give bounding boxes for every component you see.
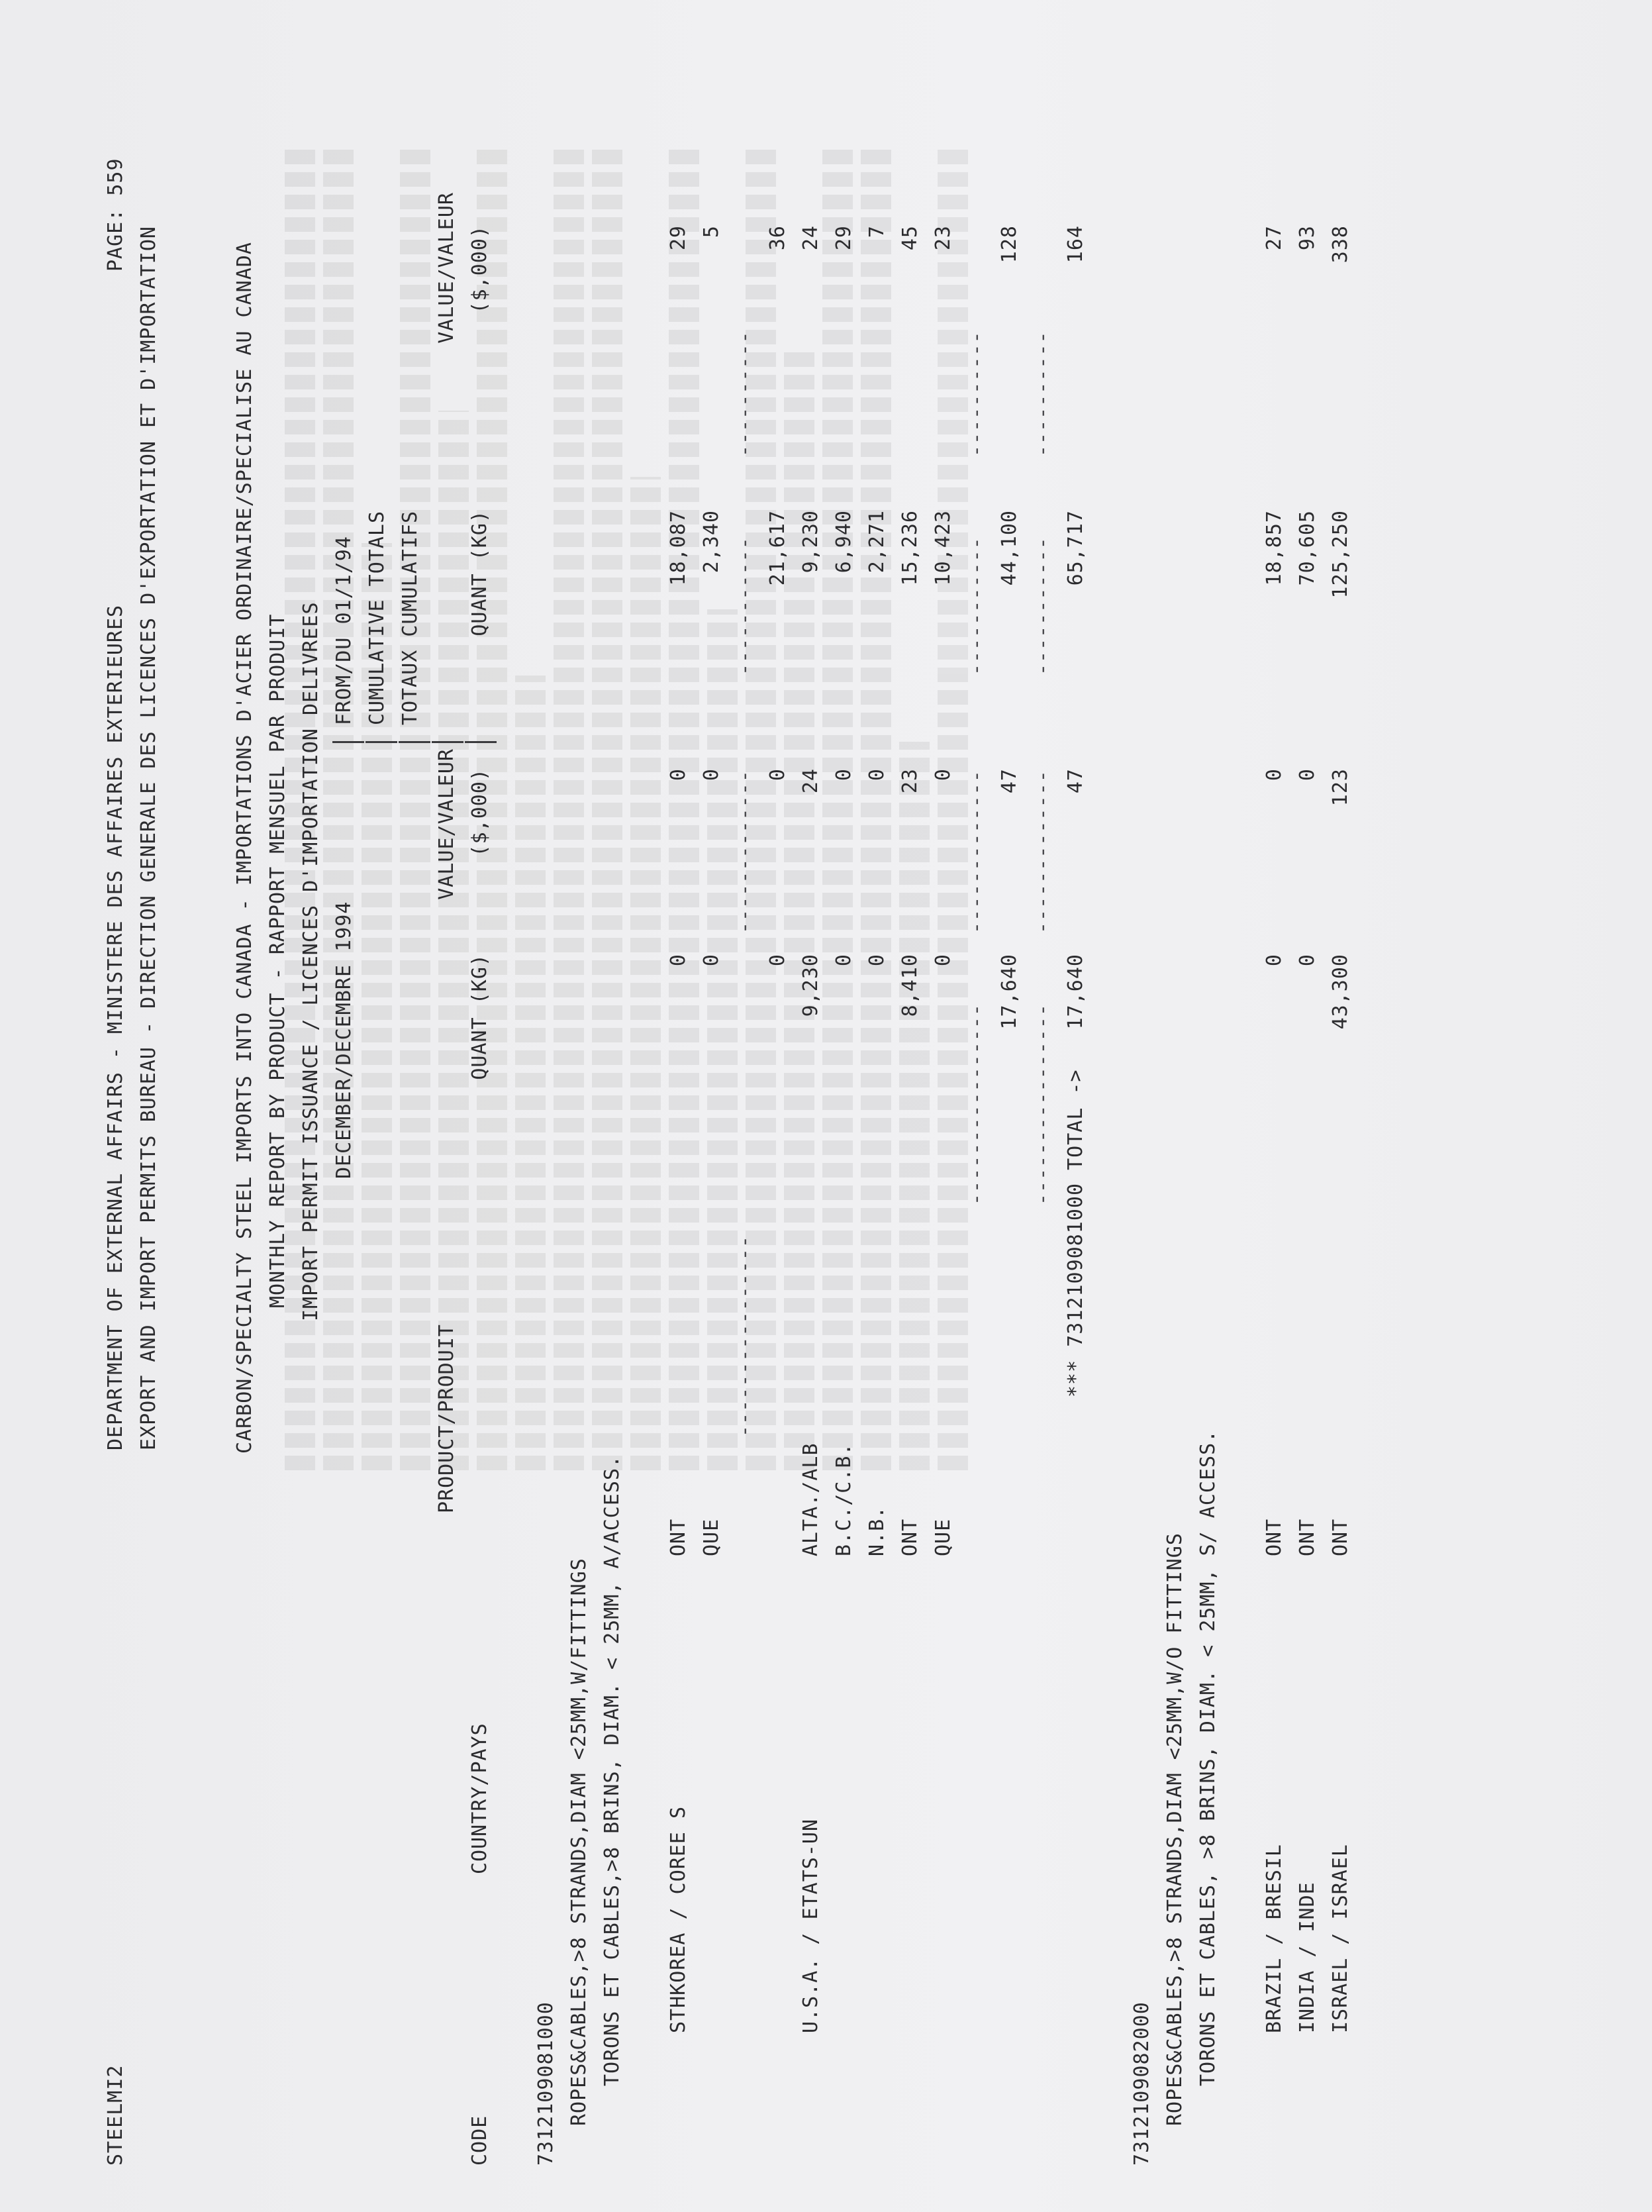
page-number: PAGE: 559 — [104, 158, 127, 272]
separator-bar — [399, 741, 430, 743]
total-cum-value: 164 — [1064, 225, 1087, 264]
subtotal-cum-value: 128 — [998, 225, 1021, 264]
separator-bar — [432, 741, 463, 743]
value-cell: 0 — [932, 768, 955, 781]
dash-separator: ---------- — [733, 330, 756, 457]
value-cell: 23 — [899, 768, 922, 794]
country-name: INDIA / INDE — [1296, 1882, 1319, 2033]
province: ONT — [1329, 1518, 1352, 1556]
cum-quant-cell: 18,857 — [1263, 510, 1286, 586]
subtotal-quant: 17,640 — [998, 954, 1021, 1030]
province: ONT — [667, 1518, 690, 1556]
report-title-2: MONTHLY REPORT BY PRODUCT - RAPPORT MENSUEL PAR PRODUIT — [266, 613, 289, 1308]
cum-value-cell: 5 — [700, 225, 723, 238]
rotated-report — [86, 139, 1410, 2166]
country-name: STHKOREA / COREE S — [667, 1805, 690, 2033]
dash-separator: ---------------- — [1031, 1003, 1054, 1205]
value-cell: 0 — [700, 768, 723, 781]
cum-quant-cell: 21,617 — [766, 510, 789, 586]
report-title-1: CARBON/SPECIALTY STEEL IMPORTS INTO CANADA - IMPORTATIONS D'ACIER ORDINAIRE/SPECIALISE AU CANADA — [233, 242, 256, 1454]
dash-separator: ------------- — [1031, 770, 1054, 934]
value-cell: 0 — [766, 768, 789, 781]
province: QUE — [932, 1518, 955, 1556]
dash-separator: ------------- — [733, 770, 756, 934]
dept-line-2: EXPORT AND IMPORT PERMITS BUREAU - DIRECTION GENERALE DES LICENCES D'EXPORTATION ET D'IMPORTATION — [137, 226, 160, 1450]
dash-separator: ---------------- — [733, 1235, 756, 1437]
cum-value-cell: 93 — [1296, 225, 1319, 251]
subtotal-value: 47 — [998, 768, 1021, 794]
cum-quant-cell: 125,250 — [1329, 510, 1352, 599]
col-value: VALUE/VALEUR — [435, 748, 458, 900]
dash-separator: ---------- — [965, 330, 988, 457]
section-desc-en: ROPES&CABLES,>8 STRANDS,DIAM <25MM,W/FITTINGS — [567, 1558, 591, 2126]
cumulative-totals: CUMULATIVE TOTALS — [365, 510, 389, 725]
quant-cell: 0 — [766, 954, 789, 967]
country-name: ISRAEL / ISRAEL — [1329, 1844, 1352, 2033]
cum-quant-cell: 2,340 — [700, 510, 723, 574]
province: ONT — [899, 1518, 922, 1556]
quant-cell: 8,410 — [899, 954, 922, 1017]
col-cum-quant: QUANT (KG) — [468, 510, 491, 636]
value-cell: 0 — [832, 768, 855, 781]
dash-separator: ----------- — [965, 536, 988, 676]
from-date: FROM/DU 01/1/94 — [332, 536, 356, 725]
cum-value-cell: 29 — [667, 225, 690, 251]
dash-separator: ---------------- — [965, 1003, 988, 1205]
total-label: *** 7312109081000 TOTAL -> — [1064, 1069, 1087, 1397]
cum-value-cell: 23 — [932, 225, 955, 251]
cum-value-cell: 29 — [832, 225, 855, 251]
value-cell: 123 — [1329, 768, 1352, 807]
value-cell: 0 — [667, 768, 690, 781]
cum-quant-cell: 2,271 — [865, 510, 889, 574]
province: QUE — [700, 1518, 723, 1556]
quant-cell: 0 — [1296, 954, 1319, 967]
country-name: BRAZIL / BRESIL — [1263, 1844, 1286, 2033]
province: ONT — [1296, 1518, 1319, 1556]
totaux-cumulatifs: TOTAUX CUMULATIFS — [399, 510, 422, 725]
col-value-unit: ($,000) — [468, 768, 491, 857]
separator-bar — [332, 741, 364, 743]
total-value: 47 — [1064, 768, 1087, 794]
quant-cell: 0 — [667, 954, 690, 967]
value-cell: 0 — [865, 768, 889, 781]
section-code: 7312109082000 — [1130, 2001, 1153, 2166]
cum-quant-cell: 15,236 — [899, 510, 922, 586]
dash-separator: ----------- — [1031, 536, 1054, 676]
cum-quant-cell: 70,605 — [1296, 510, 1319, 586]
subtotal-cum-quant: 44,100 — [998, 510, 1021, 586]
program-id: STEELMI2 — [104, 2064, 127, 2166]
col-cum-value-unit: ($,000) — [468, 225, 491, 314]
col-product: PRODUCT/PRODUIT — [435, 1324, 458, 1513]
col-quant: QUANT (KG) — [468, 954, 491, 1080]
cum-value-cell: 24 — [799, 225, 822, 251]
quant-cell: 9,230 — [799, 954, 822, 1017]
quant-cell: 43,300 — [1329, 954, 1352, 1030]
report-title-3: IMPORT PERMIT ISSUANCE / LICENCES D'IMPORTATION DELIVREES — [299, 601, 322, 1321]
cum-value-cell: 36 — [766, 225, 789, 251]
total-quant: 17,640 — [1064, 954, 1087, 1030]
value-cell: 24 — [799, 768, 822, 794]
cum-quant-cell: 9,230 — [799, 510, 822, 574]
quant-cell: 0 — [700, 954, 723, 967]
quant-cell: 0 — [1263, 954, 1286, 967]
total-cum-quant: 65,717 — [1064, 510, 1087, 586]
cum-value-cell: 7 — [865, 225, 889, 238]
section-desc-fr: TORONS ET CABLES,>8 BRINS, DIAM. < 25MM, A/ACCESS. — [601, 1454, 624, 2086]
province: ALTA./ALB — [799, 1442, 822, 1556]
dash-separator: ----------- — [733, 536, 756, 676]
dash-separator: ------------- — [965, 770, 988, 934]
cum-value-cell: 45 — [899, 225, 922, 251]
country-name: U.S.A. / ETATS-UN — [799, 1818, 822, 2033]
cum-quant-cell: 18,087 — [667, 510, 690, 586]
quant-cell: 0 — [865, 954, 889, 967]
section-desc-en: ROPES&CABLES,>8 STRANDS,DIAM <25MM,W/O FITTINGS — [1163, 1533, 1187, 2126]
province: ONT — [1263, 1518, 1286, 1556]
quant-cell: 0 — [832, 954, 855, 967]
dash-separator: ---------- — [1031, 330, 1054, 457]
col-country: COUNTRY/PAYS — [468, 1723, 491, 1874]
report-title-4: DECEMBER/DECEMBRE 1994 — [332, 901, 356, 1179]
value-cell: 0 — [1296, 768, 1319, 781]
value-cell: 0 — [1263, 768, 1286, 781]
province: N.B. — [865, 1505, 889, 1556]
col-cum-value: VALUE/VALEUR — [435, 192, 458, 344]
province: B.C./C.B. — [832, 1442, 855, 1556]
cum-quant-cell: 6,940 — [832, 510, 855, 574]
section-code: 7312109081000 — [534, 2001, 558, 2166]
dept-line-1: DEPARTMENT OF EXTERNAL AFFAIRS - MINISTERE DES AFFAIRES EXTERIEURES — [104, 604, 127, 1450]
separator-bar — [365, 741, 397, 743]
col-code: CODE — [468, 2115, 491, 2166]
section-desc-fr: TORONS ET CABLES, >8 BRINS, DIAM. < 25MM, S/ ACCESS. — [1196, 1429, 1220, 2086]
cum-value-cell: 27 — [1263, 225, 1286, 251]
quant-cell: 0 — [932, 954, 955, 967]
cum-value-cell: 338 — [1329, 225, 1352, 264]
cum-quant-cell: 10,423 — [932, 510, 955, 586]
